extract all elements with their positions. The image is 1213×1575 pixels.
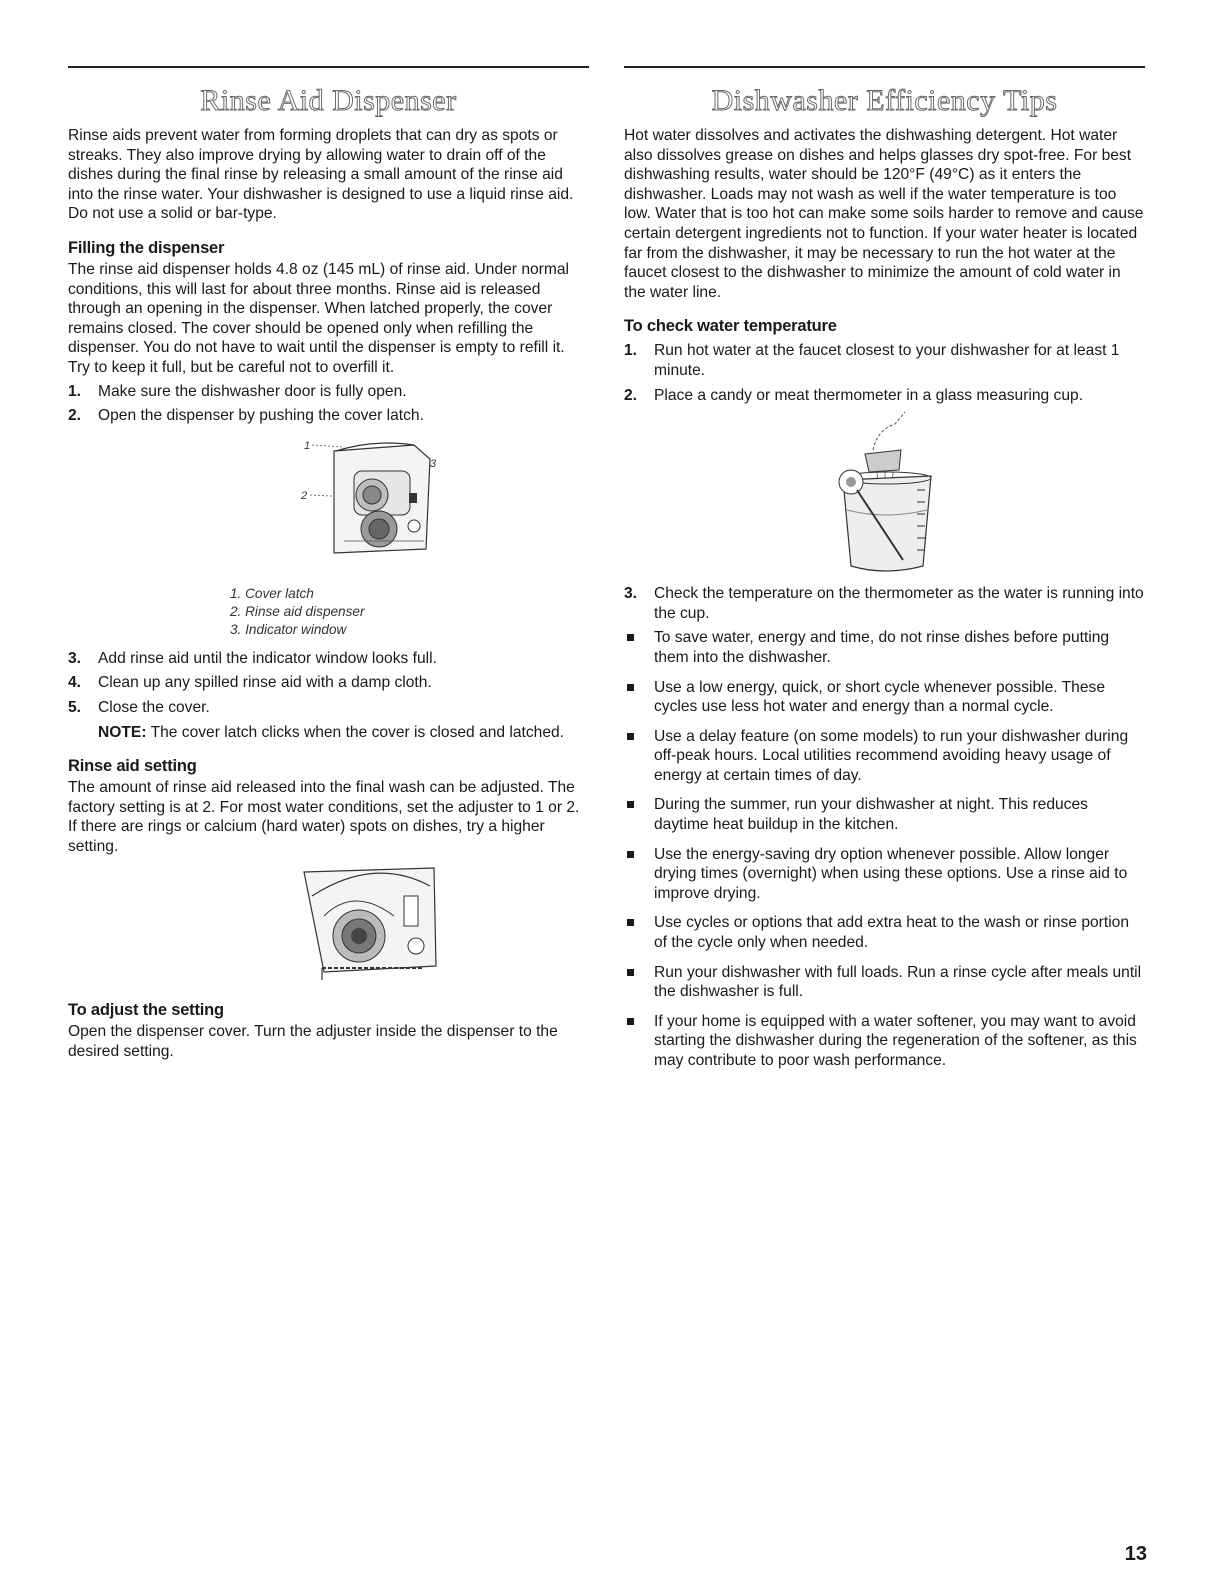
setting-heading: Rinse aid setting [68, 757, 197, 776]
tip-item [624, 628, 1145, 667]
step-text: Open the dispenser by pushing the cover latch. [98, 407, 424, 425]
caption-line: 2. Rinse aid dispenser [230, 603, 365, 619]
tip-item [624, 795, 1145, 834]
step-number: 4. [68, 674, 82, 692]
temperature-steps [624, 341, 1145, 405]
tip-item [624, 845, 1145, 904]
tip-item [624, 678, 1145, 717]
tip-item [624, 963, 1145, 1002]
step-number: 5. [68, 698, 82, 716]
setting-text: The amount of rinse aid released into the final wash can be adjusted. The factory setting is at 2. For most water conditions, set the adjuster to 1 or 2. If there are rings or calcium (hard water) spots on dishes, try a higher setting. [68, 779, 580, 855]
adjust-heading: To adjust the setting [68, 1001, 224, 1020]
tip-text: To save water, energy and time, do not rinse dishes before putting them into the dishwasher. [654, 629, 1110, 666]
callout-2: 2 [300, 489, 307, 502]
tip-text: Use a low energy, quick, or short cycle whenever possible. These cycles use less hot water and energy than a normal cycle. [654, 678, 1105, 716]
step-item [68, 698, 589, 718]
right-column [624, 66, 1145, 1081]
step-number: 2. [624, 386, 638, 404]
callout-1: 1 [303, 439, 310, 452]
callout-3: 3 [429, 457, 436, 470]
note-text: The cover latch clicks when the cover is closed and latched. [146, 723, 565, 741]
tip-text: Run your dishwasher with full loads. Run a rinse cycle after meals until the dishwasher is full. [654, 963, 1142, 1001]
rinse-aid-intro: Rinse aids prevent water from forming droplets that can dry as spots or streaks. They also improve drying by allowing water to drain off of the dishes during the final rinse by releasing a small amount of the rinse aid into the rinse water. Your dishwasher is designed to use a liquid rinse aid. Do not use a solid or bar-type. [68, 127, 574, 223]
bullet-icon [627, 919, 634, 926]
bullet-icon [627, 733, 634, 740]
figure-captions [68, 585, 589, 639]
step-item [68, 382, 589, 402]
tip-text: Use a delay feature (on some models) to run your dishwasher during off-peak hours. Local utilities recommend avoiding heavy usage of energy at certain times of day. [654, 727, 1129, 784]
step-text: Close the cover. [98, 698, 210, 716]
note-label: NOTE: [98, 723, 147, 741]
step-text: Add rinse aid until the indicator window looks full. [98, 649, 437, 667]
tip-text: Use the energy-saving dry option whenever possible. Allow longer drying times (overnight) when using these options. Use a rinse aid to improve drying. [654, 845, 1128, 902]
step-number: 3. [68, 649, 82, 667]
caption-line: 1. Cover latch [230, 585, 314, 601]
note [68, 723, 589, 743]
caption-line: 3. Indicator window [230, 621, 347, 637]
thermometer-cup-illustration [785, 410, 985, 580]
section-rule [68, 66, 589, 68]
bullet-icon [627, 684, 634, 691]
step-number: 3. [624, 585, 638, 603]
section-rule [624, 66, 1145, 68]
left-column [68, 66, 589, 1062]
tip-text: If your home is equipped with a water softener, you may want to avoid starting the dishwasher during the regeneration of the softener, as this may contribute to poor wash performance. [654, 1012, 1137, 1069]
filling-steps [68, 382, 589, 426]
tip-text: During the summer, run your dishwasher at night. This reduces daytime heat buildup in the kitchen. [654, 796, 1088, 834]
check-temperature-heading: To check water temperature [624, 317, 837, 336]
tip-item [624, 913, 1145, 952]
step-number: 1. [68, 382, 82, 400]
step-number: 2. [68, 407, 82, 425]
filling-heading: Filling the dispenser [68, 238, 225, 257]
filling-steps-continued [68, 649, 589, 718]
temperature-steps-continued [624, 584, 1145, 623]
step-text: Run hot water at the faucet closest to your dishwasher for at least 1 minute. [654, 342, 1120, 379]
efficiency-intro: Hot water dissolves and activates the dishwashing detergent. Hot water also dissolves grease on dishes and helps glasses dry spot-free. For best dishwashing results, water should be 120°F (49°C) as it enters the dishwasher. Loads may not wash as well if the water temperature is too low. Water that is too hot can make some soils harder to remove and cause certain detergent ingredients not to function. If your water heater is located far from the dishwasher, it may be necessary to run the hot water at the faucet closest to the dishwasher to minimize the amount of cold water in the water line. [624, 127, 1144, 301]
rinse-aid-adjuster-illustration [204, 856, 454, 986]
step-text: Make sure the dishwasher door is fully open. [98, 382, 407, 400]
page-number: 13 [1124, 1543, 1147, 1565]
step-text: Place a candy or meat thermometer in a glass measuring cup. [654, 386, 1084, 404]
tip-item [624, 727, 1145, 786]
bullet-icon [627, 851, 634, 858]
bullet-icon [627, 634, 634, 641]
filling-text: The rinse aid dispenser holds 4.8 oz (145 mL) of rinse aid. Under normal conditions, this will last for about three months. Rinse aid is released through an opening in the dispenser. When latched properly, the cover remains closed. The cover should be opened only when refilling the dispenser. You do not have to wait until the dispenser is empty to refill it. Try to keep it full, but be careful not to overfill it. [68, 260, 569, 376]
step-item [68, 649, 589, 669]
step-item [68, 406, 589, 426]
section-title-rinse-aid: Rinse Aid Dispenser [200, 84, 457, 117]
bullet-icon [627, 969, 634, 976]
tip-item [624, 1012, 1145, 1071]
rinse-aid-dispenser-illustration [204, 431, 454, 581]
bullet-icon [627, 801, 634, 808]
step-item [68, 673, 589, 693]
tip-text: Use cycles or options that add extra heat to the wash or rinse portion of the cycle only when needed. [654, 914, 1130, 952]
adjust-text: Open the dispenser cover. Turn the adjuster inside the dispenser to the desired setting. [68, 1023, 558, 1061]
efficiency-tips-list [624, 628, 1145, 1070]
step-item [624, 386, 1145, 406]
step-item [624, 341, 1145, 380]
bullet-icon [627, 1018, 634, 1025]
section-title-efficiency: Dishwasher Efficiency Tips [711, 84, 1058, 117]
step-item [624, 584, 1145, 623]
step-text: Clean up any spilled rinse aid with a damp cloth. [98, 674, 432, 692]
step-number: 1. [624, 342, 638, 360]
step-text: Check the temperature on the thermometer as the water is running into the cup. [654, 585, 1144, 622]
